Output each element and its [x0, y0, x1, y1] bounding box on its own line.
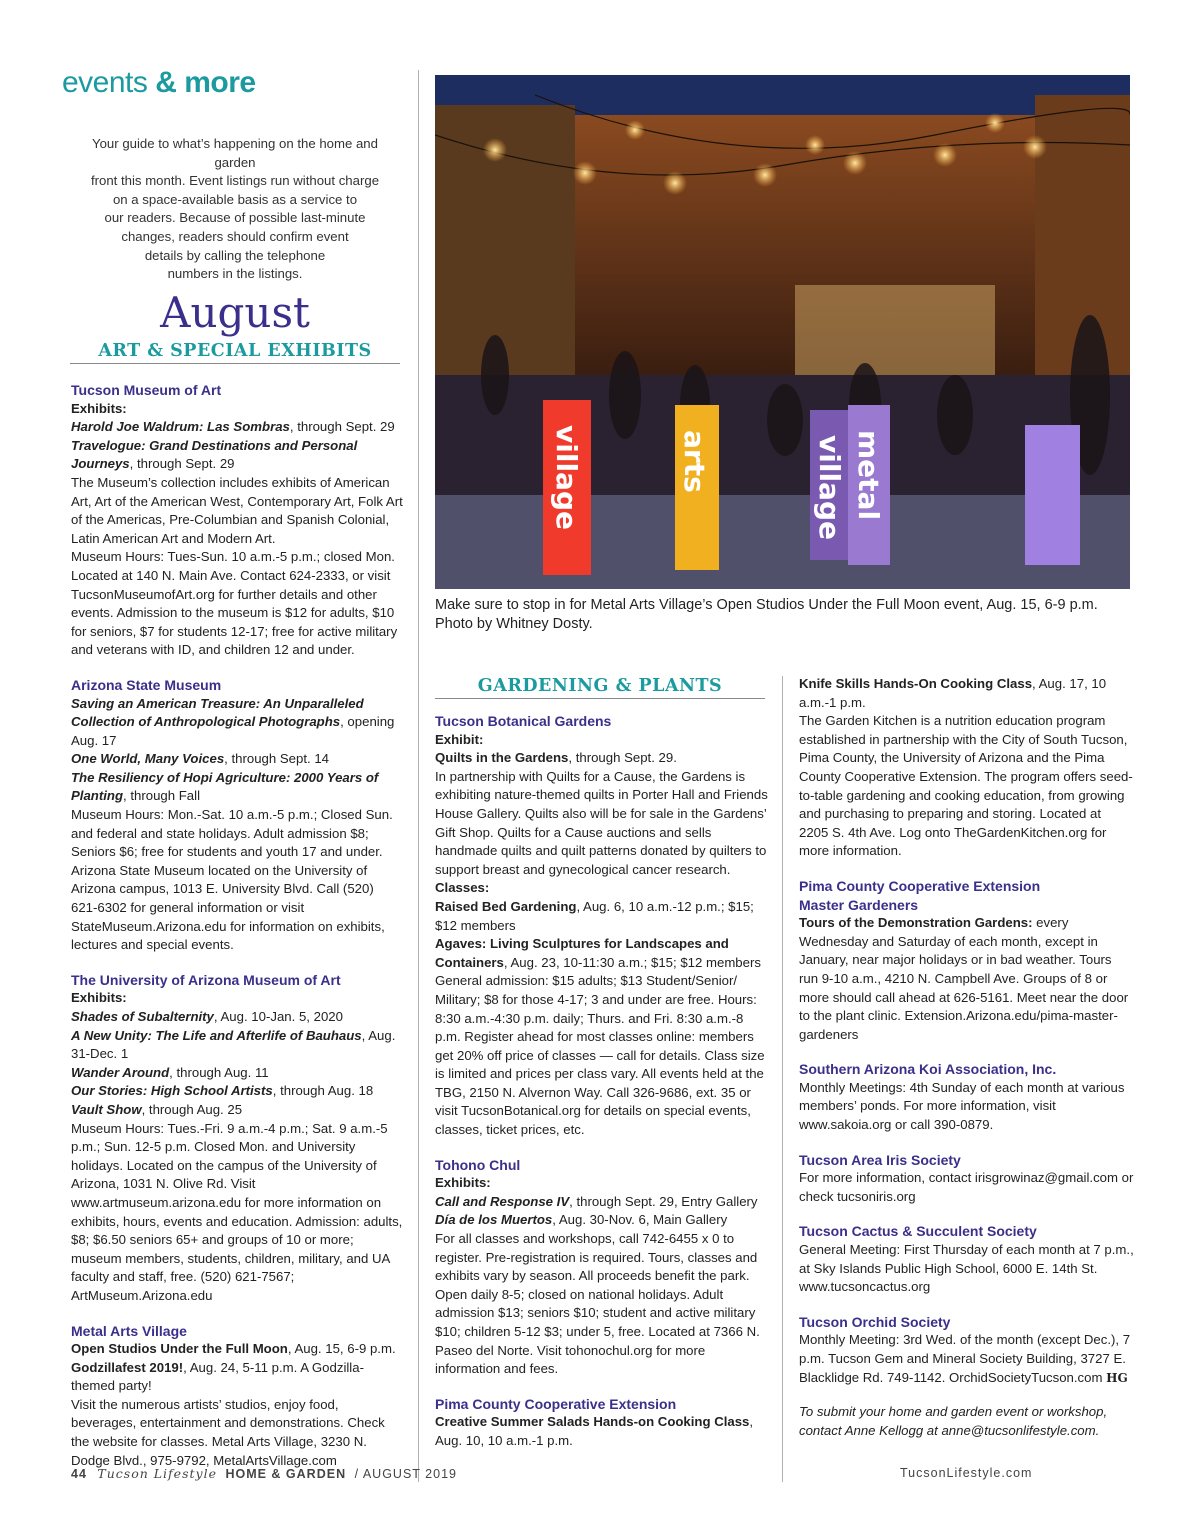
exhibits-label: Exhibits:: [435, 1175, 491, 1191]
org-ua-museum-of-art: The University of Arizona Museum of Art: [71, 971, 341, 988]
photo-caption: [435, 596, 1135, 634]
org-metal-arts-village: Metal Arts Village: [71, 1322, 187, 1339]
org-description: Monthly Meetings: 4th Sunday of each month at various members’ ponds. For more information, visit www.sakoia.org or call 390-0879.: [799, 1079, 1125, 1133]
exhibit-title: Our Stories: High School Artists: [71, 1083, 273, 1099]
event-dates: , Aug. 24, 5-11 p.m. A Godzilla-themed party!: [71, 1359, 364, 1394]
exhibit-item: [71, 437, 403, 474]
exhibit-item: [71, 769, 403, 806]
exhibit-dates: , through Aug. 18: [272, 1083, 374, 1099]
column-gardening-continued: [799, 675, 1134, 1440]
exhibit-item: [71, 1027, 403, 1064]
column-gardening: [435, 712, 768, 1451]
org-description: For all classes and workshops, call 742-6455 x 0 to register. Pre-registration is required. Tours, classes and exhibits vary by season. All proceeds benefit the park. Open daily 8-5; closed on national holidays. Adult admission $13; seniors $10; student and active military $10; children 5-12 $3; under 5, free. Located at 7366 N. Paseo del Norte. Visit tohonochul.org for more information and fees.: [435, 1231, 760, 1377]
class-dates: , Aug. 17, 10 a.m.-1 p.m.: [799, 676, 1107, 710]
exhibit-dates: , through Sept. 29.: [568, 750, 677, 766]
org-tohono-chul: Tohono Chul: [435, 1156, 521, 1173]
page-number: 44: [71, 1467, 87, 1481]
org-pima-county-extension: Pima County Cooperative Extension: [435, 1395, 677, 1412]
class-item: [799, 675, 1134, 712]
exhibit-dates: , through Sept. 29: [129, 456, 235, 472]
exhibit-title: Wander Around: [71, 1064, 170, 1080]
exhibit-dates: , Aug. 31-Dec. 1: [71, 1027, 396, 1062]
org-description: The Museum’s collection includes exhibits of American Art, Art of the American West, Contemporary Art, Folk Art of the Americas, Pre-Columbian and Spanish Colonial, Latin American Art and Modern Art.: [71, 474, 403, 546]
exhibit-dates: , through Aug. 25: [141, 1101, 243, 1117]
exhibit-title: Travelogue: Grand Destinations and Personal Journeys: [71, 437, 358, 472]
class-dates: , Aug. 10, 10 a.m.-1 p.m.: [435, 1414, 754, 1448]
exhibit-dates: , Aug. 10-Jan. 5, 2020: [213, 1009, 343, 1024]
exhibit-title: One World, Many Voices: [71, 751, 225, 767]
org-hours: Museum Hours: Tues-Sun. 10 a.m.-5 p.m.; closed Mon. Located at 140 N. Main Ave. Contact 624-2333, or visit TucsonMuseumofArt.org for further details and other events. Admission to the museum is $12 for adults, $10 for seniors, $7 for students 12-17; free for active military and veterans with ID, and children 12 and under.: [71, 549, 398, 658]
exhibit-item: [71, 750, 403, 769]
org-description: Museum Hours: Tues.-Fri. 9 a.m.-4 p.m.; Sat. 9 a.m.-5 p.m.; Sun. 12-5 p.m. Closed Mon. and University holidays. Located on the campus of the University of Arizona, 1031 N. Olive Rd. Visit www.artmuseum.arizona.edu for more information on exhibits, hours, events and education. Admission: adults, $8; $6.50 seniors 65+ and groups of 10 or more; museum members, students, children, military, and UA faculty and staff, free. (520) 621-7567; ArtMuseum.Arizona.edu: [71, 1120, 403, 1303]
class-item: [435, 898, 768, 935]
section-rule: [435, 698, 765, 699]
caption-text: Make sure to stop in for Metal Arts Village’s Open Studios Under the Full Moon event, Aug. 15, 6-9 p.m.: [435, 597, 1098, 613]
intro-line: details by calling the telephone: [144, 247, 326, 263]
exhibit-item: [71, 1082, 403, 1101]
magazine-section: HOME & GARDEN: [225, 1467, 347, 1481]
intro-line: on a space-available basis as a service to: [112, 191, 358, 207]
class-title: Raised Bed Gardening: [435, 898, 577, 914]
courtyard-illustration: [435, 75, 1130, 589]
intro-line: front this month. Event listings run without charge: [90, 173, 380, 189]
exhibits-label: Exhibits:: [71, 990, 127, 1006]
exhibit-dates: , through Sept. 29, Entry Gallery: [569, 1193, 758, 1209]
org-description: General admission: $15 adults; $13 Student/Senior/ Military; $8 for those 4-17; 3 and under are free. Hours: 8:30 a.m.-4:30 p.m. daily; Thurs. and Fri. 8:30 a.m.-8 p.m. Register ahead for most classes online: members get 20% off price of classes — call for details. Class size is limited and prices per class vary. All events held at the TBG, 2150 N. Alvernon Way. Call 326-9686, ext. 35 or visit TucsonBotanical.org for details on special events, classes, ticket prices, etc.: [435, 973, 765, 1138]
exhibit-title: Saving an American Treasure: An Unparalleled Collection of Anthropological Photographs: [71, 695, 364, 730]
exhibit-item: [71, 418, 403, 437]
intro-paragraph: [70, 135, 400, 284]
classes-label: Classes:: [435, 880, 490, 896]
org-description: [799, 1331, 1134, 1387]
org-orchid-society: Tucson Orchid Society: [799, 1313, 951, 1330]
class-title: Agaves: Living Sculptures for Landscapes and Containers: [435, 936, 729, 970]
exhibit-label: Exhibit:: [435, 731, 484, 747]
exhibit-dates: , through Fall: [123, 788, 200, 804]
exhibit-item: [71, 1101, 403, 1120]
org-tucson-botanical-gardens: Tucson Botanical Gardens: [435, 713, 612, 729]
org-description: In partnership with Quilts for a Cause, the Gardens is exhibiting nature-themed quilts in Porter Hall and Friends House Gallery. Quilts also will be for sale in the Gardens’ Gift Shop. Quilts for a Cause auctions and sells handmade quilts and quilt patterns donated by quilters to support breast and gynecological cancer research.: [435, 768, 768, 877]
exhibit-item: [435, 1211, 768, 1230]
intro-line: our readers. Because of possible last-minute: [104, 210, 366, 226]
exhibit-dates: , through Sept. 14: [224, 751, 329, 767]
exhibit-item: [71, 1008, 403, 1027]
section-title-light: events: [62, 66, 156, 99]
org-description-text: Monthly Meeting: 3rd Wed. of the month (except Dec.), 7 p.m. Tucson Gem and Mineral Society Building, 3727 E. Blacklidge Rd. 749-1142. OrchidSocietyTucson.com: [799, 1332, 1131, 1385]
class-title: Knife Skills Hands-On Cooking Class: [799, 676, 1033, 691]
class-dates: , Aug. 6, 10 a.m.-12 p.m.; $15; $12 members: [435, 898, 754, 933]
intro-line: Your guide to what’s happening on the home and garden: [92, 136, 378, 170]
class-title: Creative Summer Salads Hands-on Cooking Class: [435, 1414, 750, 1430]
org-name-line: Pima County Cooperative Extension: [799, 877, 1041, 894]
event-title: Godzillafest 2019!: [71, 1359, 184, 1375]
event-title: Open Studios Under the Full Moon: [71, 1341, 288, 1357]
exhibit-title: Harold Joe Waldrum: Las Sombras: [71, 419, 290, 435]
exhibit-title: Día de los Muertos: [435, 1212, 553, 1228]
section-title-bold: & more: [155, 66, 256, 99]
sign-text: arts: [678, 430, 711, 493]
exhibit-item: [71, 1064, 403, 1083]
exhibit-item: [71, 695, 403, 751]
class-item: [435, 935, 768, 972]
section-rule: [70, 363, 400, 364]
event-dates: , Aug. 15, 6-9 p.m.: [287, 1341, 396, 1357]
event-item: [799, 914, 1134, 1044]
event-item: [71, 1359, 403, 1396]
exhibit-title: Shades of Subalternity: [71, 1009, 214, 1024]
photo-credit: Photo by Whitney Dosty.: [435, 616, 593, 632]
event-photo: [435, 75, 1130, 589]
issue-date: / AUGUST 2019: [354, 1467, 457, 1481]
org-name-line: Master Gardeners: [799, 896, 919, 913]
org-description: Museum Hours: Mon.-Sat. 10 a.m.-5 p.m.; Closed Sun. and federal and state holidays. Adult admission $8; Seniors $6; free for students and youth 17 and under. Arizona State Museum located on the University of Arizona campus, 1013 E. University Blvd. Call (520) 621-6302 for general information or visit StateMuseum.Arizona.edu for information on exhibits, lectures and special events.: [71, 807, 393, 953]
exhibit-item: [435, 749, 768, 768]
exhibit-title: The Resiliency of Hopi Agriculture: 2000 Years of Planting: [71, 769, 379, 804]
org-koi-association: Southern Arizona Koi Association, Inc.: [799, 1061, 1057, 1078]
org-description: For more information, contact irisgrowinaz@gmail.com or check tucsoniris.org: [799, 1170, 1134, 1204]
event-title: Tours of the Demonstration Gardens:: [799, 915, 1033, 931]
event-item: [71, 1340, 403, 1359]
sign-text: village: [550, 425, 583, 530]
org-description: The Garden Kitchen is a nutrition education program established in partnership with the City of South Tucson, Pima County, the University of Arizona and the Pima County Cooperative Extension. The program offers seed-to-table gardening and cooking education, from growing and purchasing to preparing and storing. Located at 2205 S. 4th Ave. Log onto TheGardenKitchen.org for more information.: [799, 713, 1133, 859]
exhibit-item: [435, 1193, 768, 1212]
sign-text: village: [813, 435, 846, 540]
org-cactus-society: Tucson Cactus & Succulent Society: [799, 1223, 1037, 1240]
org-master-gardeners: [799, 877, 1134, 914]
magazine-name: Tucson Lifestyle: [97, 1466, 217, 1481]
submit-note: To submit your home and garden event or workshop, contact Anne Kellogg at anne@tucsonlifestyle.com.: [799, 1404, 1108, 1438]
exhibits-label: Exhibits:: [71, 400, 127, 416]
exhibit-dates: , through Sept. 29: [289, 419, 395, 435]
column-art: [71, 381, 403, 1470]
class-dates: , Aug. 23, 10-11:30 a.m.; $15; $12 members: [503, 954, 761, 970]
exhibit-dates: , opening Aug. 17: [71, 714, 395, 748]
section-heading-art: ART & SPECIAL EXHIBITS: [98, 341, 372, 361]
section-heading-gardening: GARDENING & PLANTS: [477, 676, 723, 696]
section-title: [62, 66, 256, 100]
org-arizona-state-museum: Arizona State Museum: [71, 676, 222, 693]
sign-text: metal: [852, 430, 885, 521]
month-heading: August: [160, 288, 310, 337]
org-tucson-museum-of-art: Tucson Museum of Art: [71, 382, 222, 398]
column-divider-right: [782, 676, 783, 1482]
exhibit-dates: , through Aug. 11: [169, 1064, 269, 1080]
end-mark: HG: [1106, 1370, 1128, 1385]
event-description: every Wednesday and Saturday of each month, except in January, near major holidays or in bad weather. Tours run 9-10 a.m., 4210 N. Campbell Ave. Groups of 8 or more should call ahead at 626-5161. Meet near the door to the plant clinic. Extension.Arizona.edu/pima-master-gardeners: [799, 915, 1129, 1042]
class-item: [435, 1413, 768, 1450]
org-description: General Meeting: First Thursday of each month at 7 p.m., at Sky Islands Public High School, 6000 E. 14th St. www.tucsoncactus.org: [799, 1242, 1134, 1295]
org-description: Visit the numerous artists’ studios, enjoy food, beverages, entertainment and demonstrations. Check the website for classes. Metal Arts Village, 3230 N. Dodge Blvd., 975-9792, MetalArtsVillage.com: [71, 1396, 385, 1468]
footer-left: [71, 1466, 457, 1481]
exhibit-title: Quilts in the Gardens: [435, 750, 569, 766]
exhibit-title: Call and Response IV: [435, 1193, 570, 1209]
intro-line: numbers in the listings.: [167, 266, 303, 282]
exhibit-title: A New Unity: The Life and Afterlife of Bauhaus: [71, 1027, 362, 1043]
column-divider-left: [418, 70, 419, 1482]
footer-site: TucsonLifestyle.com: [900, 1466, 1033, 1480]
exhibit-dates: , Aug. 30-Nov. 6, Main Gallery: [552, 1212, 728, 1228]
exhibit-title: Vault Show: [71, 1101, 142, 1117]
intro-line: changes, readers should confirm event: [121, 228, 349, 244]
org-iris-society: Tucson Area Iris Society: [799, 1151, 961, 1168]
